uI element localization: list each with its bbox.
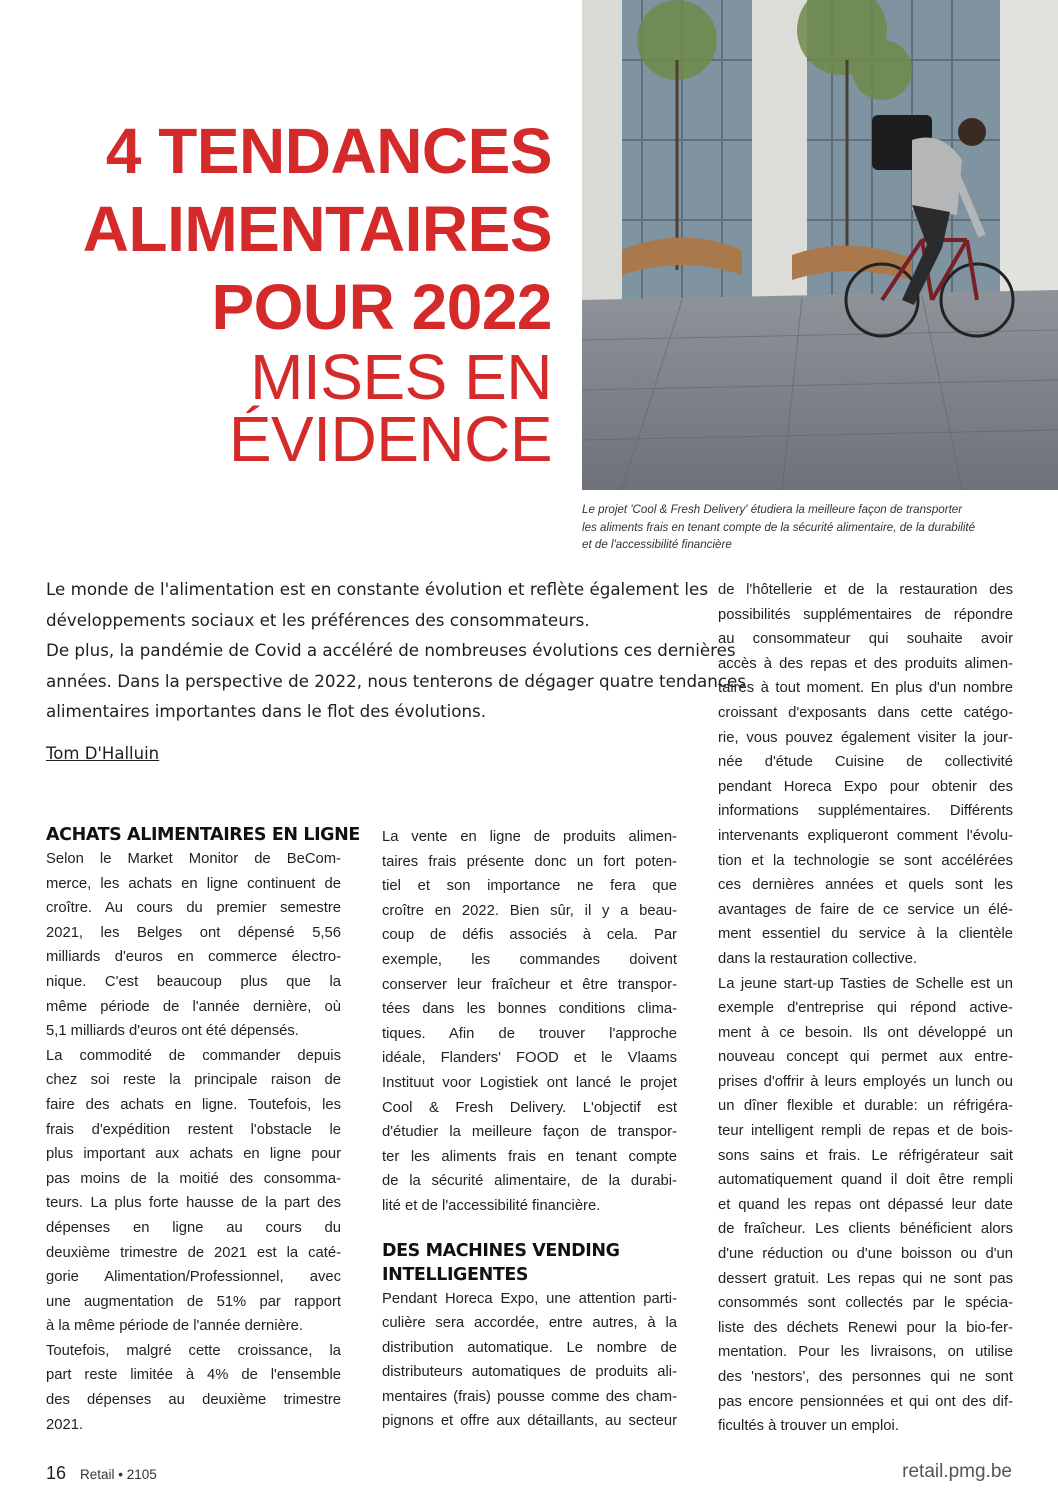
section-heading: ACHATS ALIMENTAIRES EN LIGNE — [46, 825, 360, 845]
body-text-line: La jeune start-up Tasties de Schelle est un — [718, 975, 1013, 992]
body-text-line: consommés sont collectés par le spécia- — [718, 1295, 1013, 1312]
column-2-body — [382, 825, 677, 1219]
section-heading: INTELLIGENTES — [382, 1264, 529, 1285]
body-text-line: distributeurs automatiques de produits ali- — [382, 1364, 677, 1381]
caption-line: Le projet 'Cool & Fresh Delivery' étudiera la meilleure façon de transporter — [582, 503, 963, 516]
body-text-line: sons sains et frais. Le réfrigérateur sait — [718, 1147, 1013, 1164]
body-text-line: de fraîcheur. Les clients bénéficient alors — [718, 1221, 1013, 1238]
body-text-line: croissant d'exposants dans cette catégo- — [718, 704, 1013, 721]
body-text-line: teur intelligent rempli de repas et de bois- — [718, 1123, 1013, 1140]
body-text-line: gorie Alimentation/Professionnel, avec — [46, 1269, 341, 1286]
body-text-line: milliards d'euros en commerce électro- — [46, 949, 341, 966]
lead-line: années. Dans la perspective de 2022, nous tenterons de dégager quatre tendances — [46, 670, 746, 691]
body-text-line: même période de l'année dernière, où — [46, 998, 341, 1015]
title-line-2: ALIMENTAIRES — [82, 193, 552, 265]
magazine-issue: Retail • 2105 — [80, 1467, 157, 1482]
website-link[interactable]: retail.pmg.be — [902, 1461, 1012, 1482]
body-text-line: croître en 2022. Bien sûr, il y a beau- — [382, 902, 677, 919]
body-text-line: dans la restauration collective. — [718, 950, 918, 967]
body-text-line: nouveau concept qui permet aux entre- — [718, 1049, 1013, 1066]
body-text-line: part reste limitée à 4% de l'ensemble — [46, 1367, 341, 1384]
caption-line: les aliments frais en tenant compte de la sécurité alimentaire, de la durabilité — [582, 520, 976, 534]
body-text-line: frais d'expédition restent l'obstacle le — [46, 1121, 341, 1138]
body-text-line: rie, vous pouvez également visiter la jour- — [718, 729, 1013, 746]
body-text-line: ficultés à trouver un emploi. — [718, 1418, 899, 1435]
lead-line: De plus, la pandémie de Covid a accéléré de nombreuses évolutions ces dernières — [46, 640, 736, 660]
title-line-5: ÉVIDENCE — [228, 403, 552, 475]
body-text-line: pendant Horeca Expo pour obtenir des — [718, 778, 1013, 795]
body-text-line: des 'nestors', des personnes qui ne sont — [718, 1369, 1013, 1385]
author-name: Tom D'Halluin — [46, 744, 160, 763]
body-text-line: La commodité de commander depuis — [46, 1047, 341, 1064]
body-text-line: d'étudier la meilleure façon de transpor- — [382, 1124, 677, 1141]
body-text-line: automatiquement quand il doit être rempli — [718, 1172, 1013, 1189]
body-text-line: prises d'offrir à leurs employés un lunch ou — [718, 1073, 1013, 1090]
cyclist-delivery-photo — [582, 0, 1058, 490]
body-text-line: tiques. Afin de trouver l'approche — [382, 1025, 677, 1042]
lead-line: développements sociaux et les préférences des consommateurs. — [46, 609, 590, 630]
body-text-line: à la même période de l'année dernière. — [46, 1318, 304, 1335]
body-text-line: informations supplémentaires. Différents — [718, 803, 1013, 820]
body-text-line: de l'hôtellerie et de la restauration des — [718, 582, 1013, 598]
body-text-line: teurs. La plus forte hausse de la part des — [46, 1195, 341, 1212]
body-text-line: dépenses en ligne au cours du — [46, 1219, 341, 1236]
body-text-line: coup de défis associés à cela. Par — [382, 927, 677, 944]
body-text-line: pas encore pensionnées et qui ont des dif- — [718, 1393, 1013, 1410]
lead-paragraph — [46, 574, 746, 727]
title-line-1: 4 TENDANCES — [105, 115, 552, 187]
body-text-line: distribution automatique. Le nombre de — [382, 1339, 677, 1356]
body-text-line: lité et de l'accessibilité financière. — [382, 1197, 601, 1214]
body-text-line: des dépenses au deuxième trimestre — [46, 1392, 341, 1409]
body-text-line: 2021, les Belges ont dépensé 5,56 — [46, 924, 341, 941]
body-text-line: tion et la technologie se sont accélérées — [718, 852, 1013, 869]
body-text-line: plus important aux achats en ligne pour — [46, 1146, 341, 1163]
body-text-line: intervenants expliqueront comment l'évolu- — [718, 827, 1013, 844]
body-text-line: au consommateur qui souhaite avoir — [718, 631, 1013, 648]
body-text-line: un dîner flexible et durable: un réfrigéra- — [718, 1098, 1013, 1115]
body-text-line: idéale, Flanders' FOOD et le Vlaams — [382, 1050, 677, 1067]
body-text-line: pas moins de la moitié des consomma- — [46, 1170, 341, 1187]
body-text-line: d'une réduction ou d'une boisson ou d'un — [718, 1246, 1013, 1263]
body-text-line: 2021. — [46, 1416, 84, 1433]
column-1-body — [46, 847, 341, 1437]
lead-line: Le monde de l'alimentation est en constante évolution et reflète également les — [46, 579, 709, 599]
section-heading: DES MACHINES VENDING — [382, 1240, 620, 1261]
body-text-line: taires frais présente donc un fort poten- — [382, 853, 677, 870]
body-text-line: Instituut voor Logistiek ont lancé le projet — [382, 1074, 677, 1091]
caption-line: et de l'accessibilité financière — [582, 538, 732, 551]
lead-line: alimentaires importantes dans le flot des évolutions. — [46, 701, 487, 721]
body-text-line: Pendant Horeca Expo, une attention parti- — [382, 1290, 677, 1307]
body-text-line: tiel et son importance ne fera que — [382, 878, 677, 895]
body-text-line: chez soi reste la principale raison de — [46, 1072, 341, 1089]
body-text-line: ment essentiel du service à la clientèle — [718, 926, 1013, 943]
body-text-line: et quand les repas ont dépassé leur date — [718, 1196, 1013, 1213]
body-text-line: nique. C'est beaucoup plus que la — [46, 973, 341, 990]
photo-caption — [582, 501, 1022, 554]
column-3-body — [718, 578, 1013, 1439]
body-text-line: Toutefois, malgré cette croissance, la — [46, 1342, 341, 1359]
body-text-line: de la sécurité alimentaire, de la durabi- — [382, 1173, 677, 1190]
body-text-line: faire des achats en ligne. Toutefois, les — [46, 1096, 341, 1113]
column-2-body-2 — [382, 1287, 677, 1435]
body-text-line: avantages de faire de ce service un élé- — [718, 901, 1013, 918]
body-text-line: ter les aliments frais en tenant compte — [382, 1148, 677, 1165]
title-line-3: POUR 2022 — [211, 271, 552, 343]
column-1 — [46, 823, 360, 1437]
body-text-line: exemple d'entreprise qui répond active- — [718, 1000, 1013, 1017]
title-line-4: MISES EN — [250, 341, 552, 413]
body-text-line: 5,1 milliards d'euros ont été dépensés. — [46, 1023, 299, 1040]
body-text-line: mentation. Pour les livraisons, on utilise — [718, 1344, 1013, 1361]
body-text-line: pignons et offre aux détaillants, au secteur — [382, 1413, 677, 1430]
body-text-line: accès à des repas et des produits alimen- — [718, 655, 1013, 672]
body-text-line: née d'étude Cuisine de collectivité — [718, 754, 1013, 771]
body-text-line: deuxième trimestre de 2021 est la caté- — [46, 1244, 341, 1261]
body-text-line: croître. Au cours du premier semestre — [46, 900, 341, 917]
body-text-line: culière sera accordée, entre autres, à la — [382, 1315, 677, 1332]
body-text-line: La vente en ligne de produits alimen- — [382, 829, 677, 845]
body-text-line: Cool & Fresh Delivery. L'objectif est — [382, 1099, 677, 1116]
body-text-line: ment à ce besoin. Ils ont développé un — [718, 1024, 1013, 1041]
body-text-line: Selon le Market Monitor de BeCom- — [46, 851, 341, 867]
body-text-line: une augmentation de 51% par rapport — [46, 1293, 341, 1310]
body-text-line: merce, les achats en ligne continuent de — [46, 875, 341, 892]
body-text-line: liste des déchets Renewi pour la bio-fer- — [718, 1319, 1013, 1336]
body-text-line: exemple, les commandes doivent — [382, 951, 677, 968]
body-text-line: possibilités supplémentaires de répondre — [718, 606, 1013, 623]
article-title — [82, 112, 552, 475]
body-text-line: dessert gratuit. Les repas qui ne sont pas — [718, 1270, 1013, 1287]
body-text-line: tées dans les bonnes conditions clima- — [382, 1001, 677, 1018]
body-text-line: taires à tout moment. En plus d'un nombre — [718, 680, 1013, 697]
page-number: 16 — [46, 1463, 67, 1483]
body-text-line: mentaires (frais) pousse comme des cham- — [382, 1388, 677, 1405]
body-text-line: conserver leur fraîcheur et être transpor- — [382, 976, 677, 993]
column-3 — [718, 578, 1013, 1439]
column-2 — [382, 825, 677, 1434]
body-text-line: ces dernières années et quels sont les — [718, 877, 1013, 894]
